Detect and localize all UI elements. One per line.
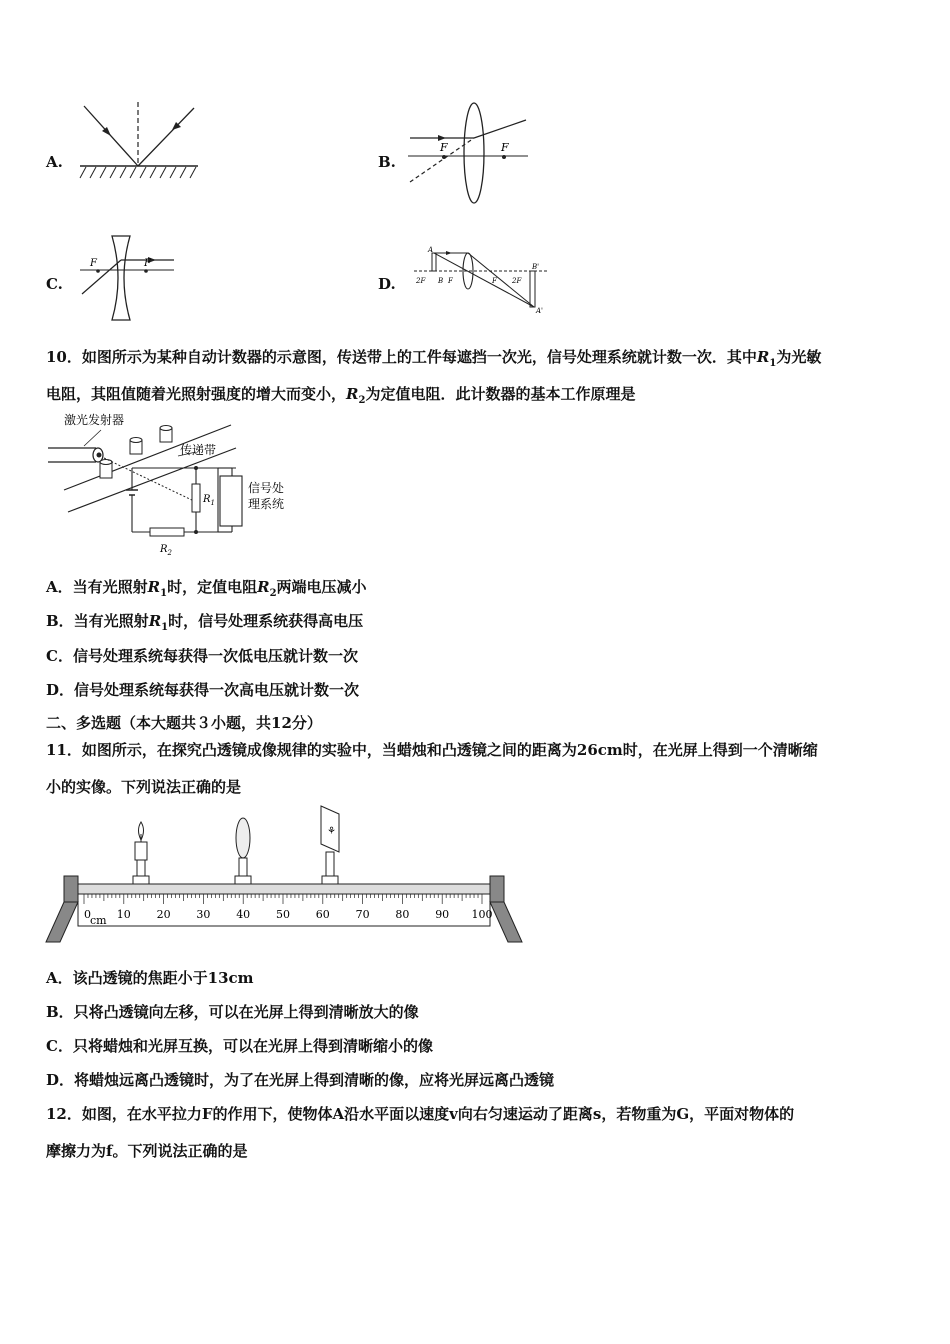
- focus-label: F: [90, 258, 97, 269]
- concave-lens-diagram: [76, 232, 176, 324]
- q12-stem-line2: 摩擦力为f。下列说法正确的是: [46, 1142, 248, 1160]
- option-letter: A.: [46, 153, 63, 171]
- ruler-tick-label: 70: [355, 908, 370, 921]
- lens: [236, 818, 250, 876]
- option-letter: D.: [378, 275, 396, 293]
- counter-circuit-diagram: [46, 410, 296, 560]
- laser-label: 激光发射器: [64, 413, 125, 427]
- point-label: A: [428, 246, 434, 254]
- point-label: B: [438, 277, 444, 285]
- q11-stem-line2: 小的实像。下列说法正确的是: [46, 778, 242, 796]
- q10-option-a: A．当有光照射$R_1$时，定值电阻$R_2$两端电压减小: [46, 578, 367, 599]
- ruler-tick-label: 20: [156, 908, 171, 921]
- q11-option-b: B．只将凸透镜向左移，可以在光屏上得到清晰放大的像: [46, 1003, 419, 1021]
- ruler-tick-label: 30: [196, 908, 211, 921]
- ruler-tick-label: 80: [395, 908, 410, 921]
- ruler-tick-label: 60: [315, 908, 330, 921]
- q10-stem-line2: 电阻，其阻值随着光照射强度的增大而变小，$R_2$为定值电阻．此计数器的基本工作原理是: [46, 385, 636, 406]
- candle: [135, 822, 147, 876]
- q10-option-b: B．当有光照射$R_1$时，信号处理系统获得高电压: [46, 612, 364, 633]
- point-label: A': [536, 307, 543, 315]
- optical-bench-diagram: [44, 800, 526, 948]
- point-label: B': [532, 263, 540, 271]
- ruler-tick-label: 10: [116, 908, 131, 921]
- r1-label: $R_1$: [203, 494, 215, 507]
- reflection-diagram: [76, 100, 201, 185]
- q10-option-d: D．信号处理系统每获得一次高电压就计数一次: [46, 681, 360, 699]
- screen: [321, 806, 339, 876]
- option-letter: C.: [46, 275, 63, 293]
- ruler-tick-label: 0: [84, 908, 91, 921]
- point-label: 2F: [416, 277, 426, 285]
- point-label: F: [492, 277, 497, 285]
- focus-label: F: [144, 258, 151, 269]
- ruler-tick-label: 50: [276, 908, 290, 921]
- q10-stem-line1: 10．如图所示为某种自动计数器的示意图，传送带上的工件每遮挡一次光，信号处理系统就计数一次．其中$R_1$为光敏: [46, 348, 822, 369]
- signal-label-line1: 信号处: [248, 481, 285, 495]
- q11-stem-line1: 11．如图所示，在探究凸透镜成像规律的实验中，当蜡烛和凸透镜之间的距离为26cm时，在光屏上得到一个清晰缩: [46, 741, 818, 759]
- q11-option-c: C．只将蜡烛和光屏互换，可以在光屏上得到清晰缩小的像: [46, 1037, 433, 1055]
- ruler-tick-label: 40: [236, 908, 251, 921]
- signal-label-line2: 理系统: [248, 497, 285, 511]
- ruler-unit: cm: [90, 914, 107, 927]
- focus-label: F: [440, 141, 448, 154]
- belt-label: 传递带: [180, 443, 217, 457]
- q10-option-c: C．信号处理系统每获得一次低电压就计数一次: [46, 647, 358, 665]
- ruler-tick-label: 90: [435, 908, 450, 921]
- option-letter: B.: [378, 153, 396, 171]
- convex-lens-diagram: [406, 100, 531, 208]
- imaging-diagram: [412, 245, 552, 317]
- q11-option-d: D．将蜡烛远离凸透镜时，为了在光屏上得到清晰的像，应将光屏远离凸透镜: [46, 1071, 555, 1089]
- point-label: F: [448, 277, 453, 285]
- point-label: 2F: [512, 277, 522, 285]
- r2-label: $R_2$: [160, 544, 172, 557]
- q11-option-a: A．该凸透镜的焦距小于13cm: [46, 969, 254, 987]
- ruler-tick-label: 100: [471, 908, 493, 921]
- section-heading: 二、多选题（本大题共３小题，共12分）: [46, 714, 322, 732]
- focus-label: F: [501, 141, 509, 154]
- svg-text:⚘: ⚘: [327, 826, 336, 837]
- q12-stem-line1: 12．如图，在水平拉力F的作用下，使物体A沿水平面以速度v向右匀速运动了距离s，若物重为G，平面对物体的: [46, 1105, 795, 1123]
